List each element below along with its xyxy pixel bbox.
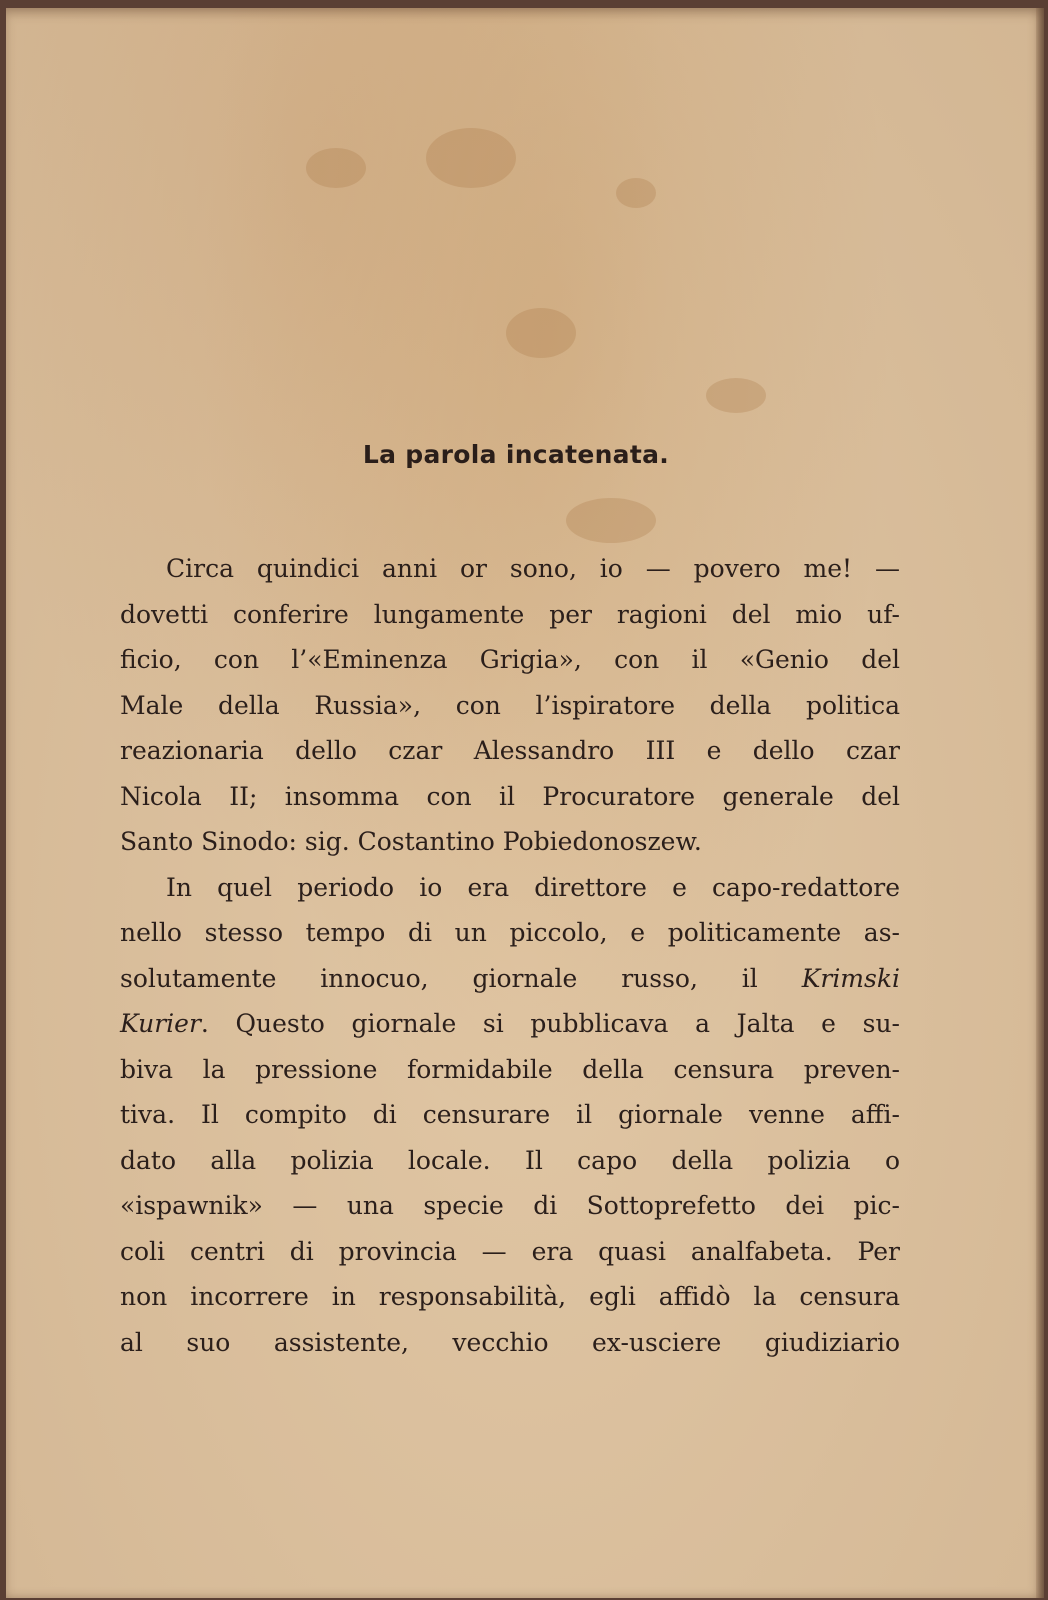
page-edge	[1036, 8, 1044, 1598]
text-line	[120, 956, 900, 1002]
text-line: Male della Russia», con l’ispiratore della politica	[120, 690, 900, 720]
foxing-stain	[706, 378, 766, 413]
text-line: Santo Sinodo: sig. Costantino Pobiedonoszew.	[120, 827, 702, 856]
foxing-stain	[616, 178, 656, 208]
foxing-stain	[306, 148, 366, 188]
text-line: coli centri di provincia — era quasi analfabeta. Per	[120, 1236, 900, 1266]
text-line	[120, 1001, 900, 1047]
chapter-title: La parola incatenata.	[362, 440, 670, 469]
foxing-stain	[506, 308, 576, 358]
text-line: dato alla polizia locale. Il capo della polizia o	[120, 1145, 900, 1175]
text-line: nello stesso tempo di un piccolo, e politicamente as-	[120, 918, 900, 947]
text-line: non incorrere in responsabilità, egli affidò la censura	[120, 1282, 900, 1311]
text-line: reazionaria dello czar Alessandro III e dello czar	[120, 736, 900, 765]
text-line: In quel periodo io era direttore e capo-redattore	[166, 872, 900, 902]
foxing-stain	[426, 128, 516, 188]
text-line: al suo assistente, vecchio ex-usciere giudiziario	[120, 1327, 900, 1357]
text-line: Circa quindici anni or sono, io — povero me! —	[166, 554, 900, 583]
text-line: tiva. Il compito di censurare il giornale venne affi-	[120, 1100, 900, 1129]
text-line: ficio, con l’«Eminenza Grigia», con il «Genio del	[120, 645, 900, 674]
text-line: Nicola II; insomma con il Procuratore generale del	[120, 781, 900, 811]
text-line: dovetti conferire lungamente per ragioni del mio uf-	[120, 599, 900, 629]
text-fragment: . Questo giornale si pubblicava a Jalta e su-	[200, 1009, 900, 1038]
text-line: «ispawnik» — una specie di Sottoprefetto dei pic-	[120, 1191, 900, 1220]
newspaper-name: Kurier	[120, 1009, 201, 1038]
body-text	[120, 546, 900, 1365]
text-fragment: solutamente innocuo, giornale russo, il	[120, 963, 802, 993]
text-line: biva la pressione formidabile della censura preven-	[120, 1054, 900, 1084]
newspaper-name: Krimski	[801, 963, 900, 993]
foxing-stain	[566, 498, 656, 543]
book-page	[6, 8, 1044, 1598]
